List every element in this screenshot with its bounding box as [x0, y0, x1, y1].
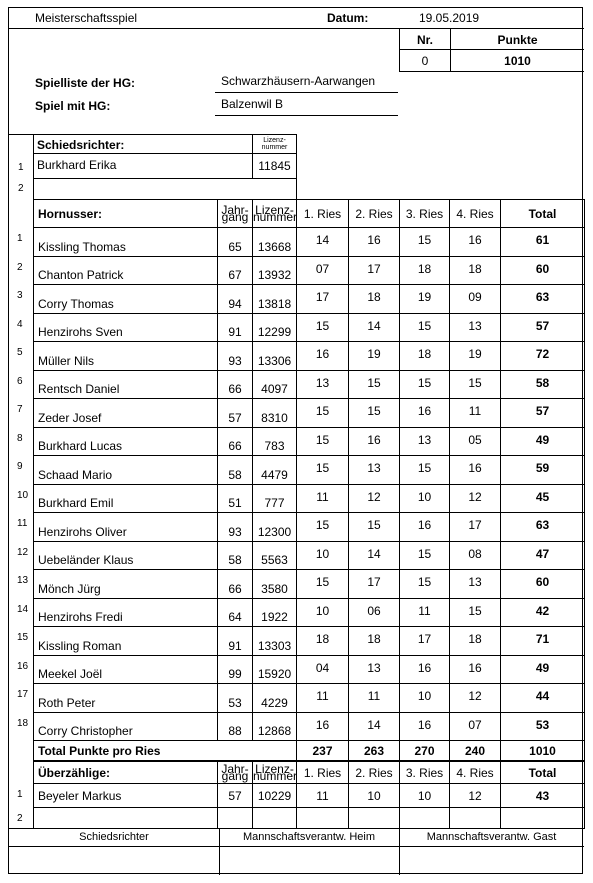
player-total: 63 [501, 285, 585, 314]
schiedsrichter-lizenz: 11845 [258, 159, 291, 173]
player-jahrgang: 57 [218, 784, 253, 808]
table-row [34, 808, 585, 829]
ries-3-score: 17 [400, 627, 450, 656]
col-total: Total [501, 200, 585, 228]
row-number: 2 [17, 813, 23, 824]
ries-1-score: 15 [297, 399, 349, 428]
player-name: Roth Peter [34, 684, 218, 713]
row-number: 5 [17, 347, 23, 358]
player-jahrgang: 65 [218, 228, 253, 257]
table-row [34, 627, 585, 656]
ries-4-score: 17 [450, 513, 501, 542]
table-row [34, 598, 585, 627]
ries-2-score: 16 [349, 427, 400, 456]
ries-3-score: 15 [400, 313, 450, 342]
table-row [34, 256, 585, 285]
player-name: Henzirohs Fredi [34, 598, 218, 627]
ries-total: 263 [349, 741, 400, 761]
col-ries-2: 2. Ries [349, 762, 400, 784]
col-ries-2: 2. Ries [349, 200, 400, 228]
ries-2-score: 14 [349, 712, 400, 741]
row-number: 8 [17, 432, 23, 444]
player-jahrgang: 58 [218, 456, 253, 485]
ries-3-score: 10 [400, 484, 450, 513]
schiedsrichter-name: Burkhard Erika [37, 158, 117, 172]
ries-1-score: 17 [297, 285, 349, 314]
ries-4-score: 19 [450, 342, 501, 371]
ries-4-score: 12 [450, 684, 501, 713]
row-number: 13 [17, 575, 29, 586]
ries-1-score [297, 808, 349, 829]
spiel-mit-value: Balzenwil B [221, 97, 284, 111]
player-jahrgang: 67 [218, 256, 253, 285]
player-jahrgang: 93 [218, 513, 253, 542]
player-name: Chanton Patrick [34, 256, 218, 285]
table-row [34, 784, 585, 808]
ries-3-score: 16 [400, 399, 450, 428]
player-total: 42 [501, 598, 585, 627]
table-row [34, 484, 585, 513]
player-lizenz: 8310 [253, 399, 297, 428]
table-row [34, 399, 585, 428]
player-jahrgang: 88 [218, 712, 253, 741]
ries-1-score: 15 [297, 427, 349, 456]
totals-label: Total Punkte pro Ries [34, 741, 297, 761]
ries-3-score: 11 [400, 598, 450, 627]
ries-3-score: 13 [400, 427, 450, 456]
col-ries-4: 4. Ries [450, 762, 501, 784]
table-row [34, 712, 585, 741]
ries-4-score: 16 [450, 456, 501, 485]
ries-1-score: 15 [297, 313, 349, 342]
ries-3-score: 19 [400, 285, 450, 314]
player-lizenz: 13668 [253, 228, 297, 257]
ries-3-score: 15 [400, 541, 450, 570]
row-number: 16 [17, 660, 29, 672]
col-ries-1: 1. Ries [297, 762, 349, 784]
player-jahrgang: 64 [218, 598, 253, 627]
player-name: Beyeler Markus [34, 784, 218, 808]
player-total: 59 [501, 456, 585, 485]
player-jahrgang: 91 [218, 627, 253, 656]
col-ries-1: 1. Ries [297, 200, 349, 228]
player-jahrgang: 94 [218, 285, 253, 314]
ries-2-score: 14 [349, 541, 400, 570]
player-total: 44 [501, 684, 585, 713]
player-total: 72 [501, 342, 585, 371]
footer-gast: Mannschaftsverantw. Gast [426, 831, 557, 843]
datum-label: Datum: [327, 11, 369, 25]
ries-4-score: 09 [450, 285, 501, 314]
nr-label: Nr. [416, 33, 433, 47]
ries-4-score: 13 [450, 313, 501, 342]
ries-3-score [400, 808, 450, 829]
ries-4-score: 15 [450, 598, 501, 627]
player-jahrgang: 99 [218, 655, 253, 684]
spielliste-value: Schwarzhäusern-Aarwangen [221, 74, 376, 88]
ries-1-score: 10 [297, 541, 349, 570]
table-row [34, 427, 585, 456]
ries-3-score: 16 [400, 513, 450, 542]
ries-1-score: 07 [297, 256, 349, 285]
table-row [34, 456, 585, 485]
row-number: 17 [17, 689, 29, 700]
row-number: 10 [17, 489, 29, 501]
player-jahrgang: 66 [218, 570, 253, 599]
ries-1-score: 11 [297, 784, 349, 808]
ries-4-score: 12 [450, 484, 501, 513]
footer-schiedsrichter: Schiedsrichter [79, 831, 149, 843]
player-lizenz: 1922 [253, 598, 297, 627]
ries-4-score: 12 [450, 784, 501, 808]
player-total: 45 [501, 484, 585, 513]
ries-total: 240 [450, 741, 501, 761]
ries-4-score: 15 [450, 370, 501, 399]
col-ries-3: 3. Ries [400, 762, 450, 784]
ries-2-score [349, 808, 400, 829]
player-lizenz: 4479 [253, 456, 297, 485]
player-lizenz: 4229 [253, 684, 297, 713]
ries-4-score: 16 [450, 228, 501, 257]
col-ries-3: 3. Ries [400, 200, 450, 228]
ries-2-score: 13 [349, 456, 400, 485]
player-total: 47 [501, 541, 585, 570]
player-lizenz: 12300 [253, 513, 297, 542]
player-name: Burkhard Emil [34, 484, 218, 513]
ries-1-score: 14 [297, 228, 349, 257]
table-row [34, 285, 585, 314]
row-number: 1 [17, 789, 23, 800]
table-row [34, 541, 585, 570]
table-row [34, 313, 585, 342]
player-jahrgang: 58 [218, 541, 253, 570]
ries-1-score: 11 [297, 684, 349, 713]
ries-3-score: 15 [400, 456, 450, 485]
spielliste-label: Spielliste der HG: [35, 76, 136, 90]
player-total: 71 [501, 627, 585, 656]
player-jahrgang: 66 [218, 427, 253, 456]
table-row [34, 370, 585, 399]
ries-1-score: 10 [297, 598, 349, 627]
player-name: Rentsch Daniel [34, 370, 218, 399]
ries-2-score: 15 [349, 513, 400, 542]
ries-2-score: 11 [349, 684, 400, 713]
player-name: Müller Nils [34, 342, 218, 371]
row-number: 2 [17, 261, 23, 273]
col-lizenz: Lizenz- nummer [253, 200, 297, 228]
ries-4-score: 11 [450, 399, 501, 428]
ries-2-score: 14 [349, 313, 400, 342]
row-number: 1 [17, 233, 23, 244]
ries-4-score: 18 [450, 256, 501, 285]
schiedsrichter-lizenz-header: Lizenz- nummer [261, 137, 288, 151]
row-number: 7 [17, 404, 23, 415]
ries-4-score [450, 808, 501, 829]
ries-2-score: 12 [349, 484, 400, 513]
ueberzaehlige-table [33, 761, 585, 829]
player-lizenz: 13818 [253, 285, 297, 314]
player-total: 60 [501, 570, 585, 599]
ries-2-score: 10 [349, 784, 400, 808]
player-total: 61 [501, 228, 585, 257]
ries-2-score: 18 [349, 285, 400, 314]
ries-2-score: 16 [349, 228, 400, 257]
ries-2-score: 06 [349, 598, 400, 627]
ries-1-score: 11 [297, 484, 349, 513]
player-lizenz: 3580 [253, 570, 297, 599]
table-row [34, 684, 585, 713]
player-lizenz: 13932 [253, 256, 297, 285]
player-lizenz: 12299 [253, 313, 297, 342]
row-number: 18 [17, 717, 29, 729]
sheet-title: Meisterschaftsspiel [35, 11, 138, 25]
player-lizenz: 4097 [253, 370, 297, 399]
player-name [34, 808, 218, 829]
player-name: Henzirohs Oliver [34, 513, 218, 542]
ries-4-score: 18 [450, 627, 501, 656]
scoresheet [8, 7, 583, 874]
ries-2-score: 13 [349, 655, 400, 684]
player-lizenz [253, 808, 297, 829]
ries-3-score: 15 [400, 228, 450, 257]
player-total: 60 [501, 256, 585, 285]
player-name: Corry Thomas [34, 285, 218, 314]
spiel-mit-label: Spiel mit HG: [35, 99, 111, 113]
datum-value: 19.05.2019 [419, 11, 480, 25]
ries-3-score: 18 [400, 342, 450, 371]
ries-3-score: 15 [400, 570, 450, 599]
row-number: 4 [17, 318, 23, 330]
row-number: 12 [17, 546, 29, 558]
hornusser-table [33, 199, 585, 761]
player-lizenz: 13303 [253, 627, 297, 656]
ries-2-score: 19 [349, 342, 400, 371]
table-row [34, 513, 585, 542]
player-name: Corry Christopher [34, 712, 218, 741]
player-total [501, 808, 585, 829]
ries-3-score: 16 [400, 712, 450, 741]
ries-3-score: 10 [400, 684, 450, 713]
ries-1-score: 16 [297, 712, 349, 741]
ries-1-score: 04 [297, 655, 349, 684]
player-total: 49 [501, 427, 585, 456]
hornusser-label: Hornusser: [34, 200, 218, 228]
table-row [34, 342, 585, 371]
table-row [34, 228, 585, 257]
player-jahrgang: 93 [218, 342, 253, 371]
punkte-value: 1010 [504, 54, 531, 68]
ries-2-score: 17 [349, 256, 400, 285]
player-jahrgang [218, 808, 253, 829]
player-name: Meekel Joël [34, 655, 218, 684]
player-lizenz: 15920 [253, 655, 297, 684]
schiedsrichter-num: 2 [18, 183, 24, 194]
ries-3-score: 18 [400, 256, 450, 285]
player-name: Kissling Thomas [34, 228, 218, 257]
player-total: 43 [501, 784, 585, 808]
ries-4-score: 08 [450, 541, 501, 570]
player-name: Uebeländer Klaus [34, 541, 218, 570]
row-number: 15 [17, 632, 29, 643]
ries-4-score: 13 [450, 570, 501, 599]
player-lizenz: 12868 [253, 712, 297, 741]
player-total: 49 [501, 655, 585, 684]
ries-1-score: 15 [297, 570, 349, 599]
ries-4-score: 07 [450, 712, 501, 741]
ries-total: 270 [400, 741, 450, 761]
grand-total: 1010 [501, 741, 585, 761]
player-name: Henzirohs Sven [34, 313, 218, 342]
schiedsrichter-num: 1 [18, 162, 24, 173]
col-total: Total [501, 762, 585, 784]
player-name: Kissling Roman [34, 627, 218, 656]
col-lizenz: Lizenz- nummer [253, 761, 298, 783]
player-jahrgang: 57 [218, 399, 253, 428]
row-number: 6 [17, 375, 23, 387]
player-lizenz: 13306 [253, 342, 297, 371]
schiedsrichter-label: Schiedsrichter: [37, 138, 125, 152]
player-total: 57 [501, 399, 585, 428]
player-total: 53 [501, 712, 585, 741]
player-jahrgang: 91 [218, 313, 253, 342]
player-jahrgang: 53 [218, 684, 253, 713]
footer-heim: Mannschaftsverantw. Heim [242, 831, 376, 843]
ries-1-score: 16 [297, 342, 349, 371]
col-jahrgang: Jahr- gang [218, 200, 253, 228]
player-total: 58 [501, 370, 585, 399]
ries-1-score: 13 [297, 370, 349, 399]
player-total: 57 [501, 313, 585, 342]
ries-total: 237 [297, 741, 349, 761]
row-number: 9 [17, 461, 23, 472]
row-number: 11 [17, 518, 28, 529]
player-lizenz: 5563 [253, 541, 297, 570]
player-lizenz: 777 [253, 484, 297, 513]
ries-3-score: 15 [400, 370, 450, 399]
col-ries-4: 4. Ries [450, 200, 501, 228]
ueberzaehlige-label: Überzählige: [34, 762, 218, 784]
ries-1-score: 15 [297, 513, 349, 542]
player-name: Zeder Josef [34, 399, 218, 428]
totals-row [34, 741, 585, 761]
table-row [34, 570, 585, 599]
table-row [34, 655, 585, 684]
punkte-label: Punkte [497, 33, 538, 47]
ries-2-score: 18 [349, 627, 400, 656]
row-number: 14 [17, 603, 29, 615]
ries-2-score: 15 [349, 399, 400, 428]
player-lizenz: 10229 [253, 784, 297, 808]
player-name: Burkhard Lucas [34, 427, 218, 456]
ries-3-score: 10 [400, 784, 450, 808]
ries-2-score: 17 [349, 570, 400, 599]
player-total: 63 [501, 513, 585, 542]
ries-4-score: 05 [450, 427, 501, 456]
player-jahrgang: 66 [218, 370, 253, 399]
nr-value: 0 [421, 54, 429, 68]
ries-3-score: 16 [400, 655, 450, 684]
player-name: Schaad Mario [34, 456, 218, 485]
player-jahrgang: 51 [218, 484, 253, 513]
col-jahrgang: Jahr- gang [218, 762, 253, 784]
player-lizenz: 783 [253, 427, 297, 456]
ries-1-score: 18 [297, 627, 349, 656]
ries-1-score: 15 [297, 456, 349, 485]
ries-2-score: 15 [349, 370, 400, 399]
player-name: Mönch Jürg [34, 570, 218, 599]
ries-4-score: 16 [450, 655, 501, 684]
row-number: 3 [17, 290, 23, 301]
